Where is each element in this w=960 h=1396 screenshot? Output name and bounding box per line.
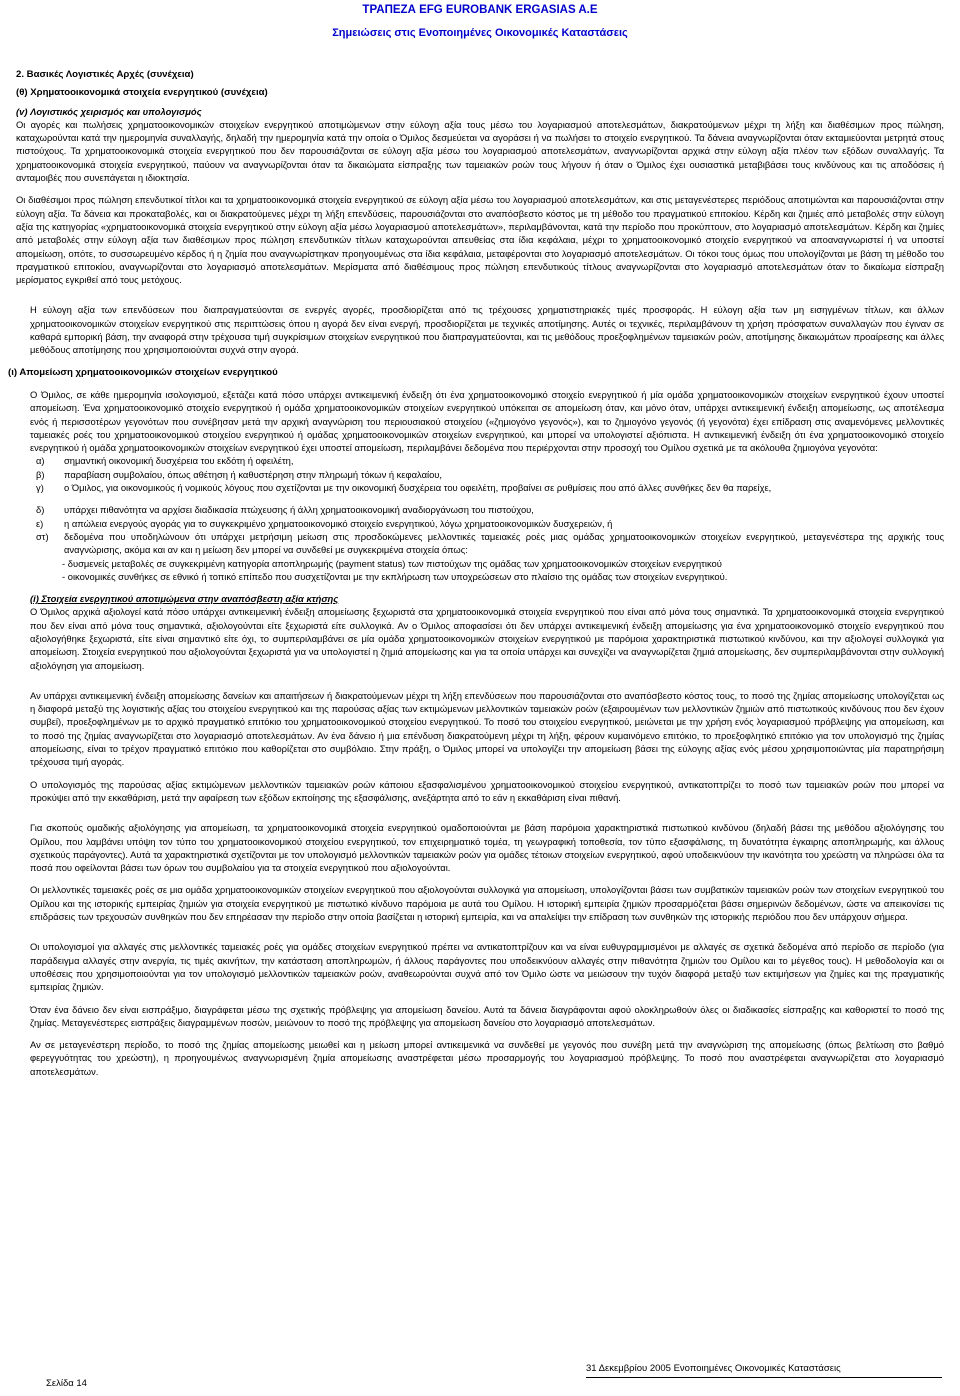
subsection-heading: (ι) Απομείωση χρηματοοικονομικών στοιχείων ενεργητικού <box>8 366 278 378</box>
paragraph: Ο υπολογισμός της παρούσας αξίας εκτιμώμενων μελλοντικών ταμειακών ροών κάποιου εξασφαλισμένου χρηματοοικονομικού στοιχείου ενεργητικού, αντικατοπτρίζει το ποσό των ταμειακών ροών που μπορεί να προκύψει από την εκκαθάριση, μετά την αφαίρεση των εξόδων εκποίησης της εξασφάλισης, ανεξάρτητα από το εάν η εκκαθάριση είναι πιθανή. <box>30 778 944 803</box>
paragraph: Αν σε μεταγενέστερη περίοδο, το ποσό της ζημίας απομείωσης μειωθεί και η μείωση μπορεί αντικειμενικά να συνδεθεί με γεγονός που συνέβη μετά την αναγνώριση της απομείωσης (όπως βελτίωση στο βαθμό φερεγγυότητας του χρεώστη), η προηγουμένως αναγνωρισμένη ζημία απομείωσης αναστρέφεται μέσω προσαρμογής του λογαριασμού πρόβλεψης. Το ποσό που αναστρέφεται αναγνωρίζεται στο λογαριασμό αποτελεσμάτων. <box>30 1039 944 1077</box>
list-item <box>0 503 960 516</box>
company-header: ΤΡΑΠΕΖΑ EFG EUROBANK ERGASIAS A.E <box>362 4 598 16</box>
paragraph: Αν υπάρχει αντικειμενική ένδειξη απομείωσης δανείων και απαιτήσεων ή διακρατούμενων μέχρι τη λήξη επενδύσεων που παρουσιάζονται στο αναπόσβεστο κόστος τους, το ποσό της ζημίας απομείωσης υπολογίζεται ως η διαφορά μεταξύ της λογιστικής αξίας του στοιχείου ενεργητικού και της παρούσας αξίας των εκτιμώμενων μελλοντικών ταμειακών ροών (εξαιρουμένων των μελλοντικών ζημιών από πιστωτικούς κινδύνους που δεν έχουν συμβεί), προεξοφλημένων με το αρχικό πραγματικό επιτόκιο του χρηματοοικονομικού στοιχείου ενεργητικού. Το ποσό του στοιχείου ενεργητικού, μειώνεται με την χρήση ενός λογαριασμού πρόβλεψης για απομείωση, και το ποσό της ζημίας αναγνωρίζεται στο λογαριασμό αποτελεσμάτων. Αν ένα δάνειο ή μια επένδυση διακρατούμενη μέχρι τη λήξη, φέρουν κυμαινόμενο επιτόκιο, το προεξοφλητικό επιτόκιο για τον υπολογισμό της ζημίας απομείωσης, είναι το τρέχον πραγματικό επιτόκιο που καθορίζεται στο συμβόλαιο. Στην πράξη, ο Όμιλος μπορεί να υπολογίζει την απομείωση βάσει της εύλογης αξίας ενός μέσου χρησιμοποιώντας μία παρατηρήσιμη τρέχουσα τιμή αγοράς. <box>30 689 944 768</box>
list-item-text: παραβίαση συμβολαίου, όπως αθέτηση ή καθυστέρηση στην πληρωμή τόκων ή κεφαλαίου, <box>64 468 443 480</box>
dash-item: - δυσμενείς μεταβολές σε συγκεκριμένη κατηγορία αποπληρωμής (payment status) των πιστούχων της ομάδας των χρηματοοικονομικών στοιχείων ενεργητικού <box>62 557 722 569</box>
list-item <box>0 517 960 530</box>
list-item-text: ο Όμιλος, για οικονομικούς ή νομικούς λόγους που σχετίζονται με την οικονομική δυσχέρεια του οφειλέτη, προβαίνει σε ρυθμίσεις που από άλλες συνθήκες δεν θα παρείχε, <box>64 482 772 494</box>
list-item-label: γ) <box>36 482 44 494</box>
list-item-label: ε) <box>36 517 44 529</box>
paragraph: Οι αγορές και πωλήσεις χρηματοοικονομικών στοιχείων ενεργητικού αποτιμώμενων στην εύλογη αξία τους μέσω του λογαριασμού αποτελεσμάτων, διακρατούμενων μέχρι τη λήξη και διαθέσιμων προς πώληση, καταχωρούνται κατά την ημερομηνία συναλλαγής, δηλαδή την ημερομηνία κατά την οποία ο Όμιλος δεσμεύεται να αγοράσει ή να πωλήσει το στοιχείο ενεργητικού. Τα δάνεια αναγνωρίζονται όταν εκταμιεύονται μετρητά στους πιστούχους. Τα χρηματοοικονομικά στοιχεία ενεργητικού που δεν παρουσιάζονται σε εύλογη αξία μέσω του λογαριασμού αποτελεσμάτων, αναγνωρίζονται αρχικά στην εύλογη αξία πλέον των εξόδων συναλλαγής. Τα χρηματοοικονομικά στοιχεία ενεργητικού, παύουν να αναγνωρίζονται όταν τα δικαιώματα είσπραξης των ταμειακών ροών τους λήγουν ή όταν ο Όμιλος έχει ουσιαστικά μεταβιβάσει τους κινδύνους και τις αποδόσεις ή ανταμοιβές που συνεπάγεται η ιδιοκτησία. <box>16 118 944 184</box>
paragraph: Ο Όμιλος, σε κάθε ημερομηνία ισολογισμού, εξετάζει κατά πόσο υπάρχει αντικειμενική ένδειξη ότι ένα χρηματοοικονομικό στοιχείο ενεργητικού ή μία ομάδα χρηματοοικονομικών στοιχείων ενεργητικού έχουν υποστεί απομείωση. Ένα χρηματοοικονομικό στοιχείο ενεργητικού ή ομάδα χρηματοοικονομικών στοιχείων ενεργητικού υπόκειται σε απομείωση όταν, και μόνο όταν, υπάρχει αντικειμενική ένδειξη απομείωσης, ως αποτέλεσμα ενός ή περισσοτέρων γεγονότων που συνέβησαν μετά την αρχική αναγνώριση του περιουσιακού στοιχείου («ζημιογόνο γεγονός»), και το ζημιογόνο γεγονός (ή γεγονότα) έχει επίδραση στις αναμενόμενες μελλοντικές ταμειακές ροές του χρηματοοικονομικού στοιχείου ενεργητικού ή ομάδας χρηματοοικονομικών στοιχείων ενεργητικού, και μπορεί να υπολογιστεί αξιόπιστα. Η αντικειμενική ένδειξη ότι ένα χρηματοοικονομικό στοιχείο ενεργητικού ή ομάδα χρηματοοικονομικών στοιχείων ενεργητικού έχει υποστεί απομείωση, περιλαμβάνει δεδομένα που περιέρχονται στην προσοχή του Ομίλου σχετικά με τα ακόλουθα ζημιογόνα γεγονότα: <box>30 388 944 454</box>
paragraph: Για σκοπούς ομαδικής αξιολόγησης για απομείωση, τα χρηματοοικονομικά στοιχεία ενεργητικού ομαδοποιούνται με βάση παρόμοια χαρακτηριστικά πιστωτικού κινδύνου (δηλαδή βάσει της μεθόδου αξιολόγησης του Ομίλου, που λαμβάνει υπόψη τον τύπο του χρηματοοικονομικού στοιχείου ενεργητικού, τον επιχειρηματικό τομέα, τη γεωγραφική τοποθεσία, τον τύπο εξασφάλισης, τη δυνατότητα έγκαιρης αποπληρωμής, και άλλους σχετικούς παράγοντες). Αυτά τα χαρακτηριστικά σχετίζονται με τον υπολογισμό μελλοντικών ταμειακών ροών για ομάδες τέτοιων στοιχείων ενεργητικού, αφού υποδεικνύουν την ικανότητα του χρεώστη να πληρώσει όλα τα ποσά που οφείλονται βάσει των όρων του συμβολαίου για τα στοιχεία ενεργητικού που αξιολογούνται. <box>30 822 944 874</box>
list-item-text: δεδομένα που υποδηλώνουν ότι υπάρχει μετρήσιμη μείωση στις προσδοκώμενες μελλοντικές ταμειακές ροές μιας ομάδας χρηματοοικονομικών στοιχείων ενεργητικού, μεταγενέστερα της αρχικής τους αναγνώρισης, ακόμα και αν και η μείωση δεν μπορεί να συνδεθεί με συγκεκριμένα στοιχεία όπως: <box>64 530 944 556</box>
list-item-label: στ) <box>36 530 49 542</box>
subsection-heading-italic: (v) Λογιστικός χειρισμός και υπολογισμός <box>16 105 202 117</box>
paragraph: Όταν ένα δάνειο δεν είναι εισπράξιμο, διαγράφεται μέσω της σχετικής πρόβλεψης για απομείωση δανείου. Αυτά τα δάνεια διαγράφονται αφού ολοκληρωθούν όλες οι διαδικασίες είσπραξης και καθοριστεί το ποσό της ζημίας. Μεταγενέστερες εισπράξεις διαγραμμένων ποσών, μειώνουν το ποσό της πρόβλεψης για απομείωση δανείου στο λογαριασμό αποτελεσμάτων. <box>30 1003 944 1028</box>
list-item <box>0 454 960 467</box>
list-item-text: υπάρχει πιθανότητα να αρχίσει διαδικασία πτώχευσης ή άλλη χρηματοοικονομική αναδιοργάνωση του πιστούχου, <box>64 504 534 516</box>
paragraph: Οι μελλοντικές ταμειακές ροές σε μια ομάδα χρηματοοικονομικών στοιχείων ενεργητικού που αξιολογούνται συλλογικά για απομείωση, υπολογίζονται βάσει των συμβατικών ταμειακών ροών των στοιχείων ενεργητικού του Ομίλου και της ιστορικής εμπειρίας ζημιών για στοιχεία ενεργητικού με πιστωτικό κίνδυνο παρόμοια με αυτά του Ομίλου. Η ιστορική εμπειρία ζημιών προσαρμόζεται βάσει σημερινών δεδομένων, ώστε να απεικονίσει τις επιδράσεις των τρεχουσών συνθηκών που δεν επηρέασαν την περίοδο στην οποία βασίζεται η ιστορική εμπειρία, και να απαλείψει την επίδραση των συνθηκών της ιστορικής περιόδου που δεν υπάρχουν σήμερα. <box>30 884 944 923</box>
footer-document-title: 31 Δεκεμβρίου 2005 Ενοποιημένες Οικονομικές Καταστάσεις <box>586 1363 841 1374</box>
list-item-label: δ) <box>36 504 45 516</box>
footer-page-number: Σελίδα 14 <box>46 1378 87 1389</box>
list-item <box>0 481 960 494</box>
paragraph: Η εύλογη αξία των επενδύσεων που διαπραγματεύονται σε ενεργές αγορές, προσδιορίζεται από τις τρέχουσες χρηματιστηριακές τιμές προσφοράς. Η εύλογη αξία των μη εισηγμένων τίτλων, και άλλων χρηματοοικονομικών στοιχείων ενεργητικού στις περιπτώσεις όπου η αγορά δεν είναι ενεργή, προσδιορίζεται με τεχνικές αποτίμησης. Αυτές οι τεχνικές, περιλαμβάνουν τη χρήση πρόσφατων συναλλαγών που έγιναν σε καθαρά εμπορική βάση, την αναφορά στην τρέχουσα τιμή συγκρίσιμων στοιχείων ενεργητικού που διαπραγματεύονται, και τις μεθόδους προεξοφλημένων ταμειακών ροών, αποτίμησης δικαιωμάτων προαίρεσης και άλλες μεθόδους αποτίμησης που χρησιμοποιούνται συχνά στην αγορά. <box>30 304 944 356</box>
paragraph: Ο Όμιλος αρχικά αξιολογεί κατά πόσο υπάρχει αντικειμενική ένδειξη απομείωσης ξεχωριστά στα χρηματοοικονομικά στοιχεία ενεργητικού που είναι από μόνα τους σημαντικά. Τα χρηματοοικονομικά στοιχεία ενεργητικού που δεν είναι από μόνα τους σημαντικά, αξιολογούνται είτε ξεχωριστά είτε συλλογικά. Αν ο Όμιλος αποφασίσει ότι δεν υπάρχει αντικειμενική ένδειξη απομείωσης για ένα χρηματοοικονομικό στοιχείο ενεργητικού που αξιολογήθηκε ξεχωριστά, είτε είναι σημαντικό είτε όχι, το συμπεριλαμβάνει σε μία ομάδα χρηματοοικονομικών στοιχείων ενεργητικού με παρόμοια χαρακτηριστικά πιστωτικού κινδύνου, και την αξιολογεί συλλογικά για απομείωση. Στοιχεία ενεργητικού που αξιολογούνται ξεχωριστά για να υπολογιστεί η ζημιά απομείωσης και για τα οποία υπάρχει και συνεχίζει να αναγνωρίζεται ζημιά απομείωσης, δεν συμπεριλαμβάνονται στην συλλογική αξιολόγηση για απομείωση. <box>30 606 944 671</box>
section-heading: 2. Βασικές Λογιστικές Αρχές (συνέχεια) <box>16 69 194 80</box>
dash-item: - οικονομικές συνθήκες σε εθνικό ή τοπικό επίπεδο που συσχετίζονται με την εκπλήρωση των υποχρεώσεων στο πλαίσιο της ομάδας των στοιχείων ενεργητικού. <box>62 570 728 582</box>
list-item <box>0 468 960 481</box>
paragraph: Οι υπολογισμοί για αλλαγές στις μελλοντικές ταμειακές ροές για ομάδες στοιχείων ενεργητικού πρέπει να αντικατοπτρίζουν και να είναι ευθυγραμμισμένοι με αλλαγές σε σχετικά δεδομένα από περίοδο σε περίοδο (για παράδειγμα αλλαγές στην ανεργία, τις τιμές ακινήτων, την κατάσταση αποπληρωμών, ή άλλους παράγοντες που υποδεικνύουν αλλαγές στην πιθανότητα ζημιών του Ομίλου και το μέγεθος τους). Η μεθοδολογία και οι υποθέσεις που χρησιμοποιούνται για τον υπολογισμό μελλοντικών ταμειακών ροών, αναθεωρούνται συχνά από τον Όμιλο ώστε να μειώσουν την τυχόν διαφορά μεταξύ των εκτιμήσεων για ζημίες και της πραγματικής εμπειρίας ζημιών. <box>30 941 944 993</box>
list-item-text: η απώλεια ενεργούς αγοράς για το συγκεκριμένο χρηματοοικονομικό στοιχείο ενεργητικού, λόγω χρηματοοικονομικών δυσχερειών, ή <box>64 517 613 529</box>
document-body <box>0 68 960 1078</box>
paragraph: Οι διαθέσιμοι προς πώληση επενδυτικοί τίτλοι και τα χρηματοοικονομικά στοιχεία ενεργητικού σε εύλογη αξία μέσω του λογαριασμού αποτελεσμάτων, και στις μεταγενέστερες περιόδους αποτιμώνται και παρουσιάζονται στην εύλογη αξία. Τα δάνεια και προκαταβολές, και οι διακρατούμενες μέχρι τη λήξη επενδύσεις, παρουσιάζονται στο αναπόσβεστο κόστος με τη μέθοδο του πραγματικού επιτοκίου. Κέρδη και ζημιές από μεταβολές στην εύλογη αξία της κατηγορίας «χρηματοοικονομικά στοιχεία ενεργητικού στην εύλογη αξία μέσω λογαριασμού αποτελεσμάτων», περιλαμβάνονται, κατά την περίοδο που προκύπτουν, στο λογαριασμό αποτελεσμάτων. Κέρδη και ζημίες από μεταβολές στην εύλογη αξία των διαθέσιμων προς πώληση επενδυτικών τίτλων καταχωρούνται απευθείας στα ίδια κεφάλαια, μέχρι το χρηματοοικονομικό στοιχείο ενεργητικού να αποαναγνωριστεί ή να υποστεί απομείωση, οπότε, το συσσωρευμένο κέρδος ή η ζημία που αναγνωρίστηκαν προηγουμένως στα ίδια κεφάλαια, μεταφέρονται στο λογαριασμό αποτελεσμάτων. Οι τόκοι τους όμως που υπολογίζονται με βάση τη μέθοδο του πραγματικού επιτοκίου, αναγνωρίζονται στο λογαριασμό αποτελεσμάτων. Μερίσματα από διαθέσιμους προς πώληση επενδυτικούς τίτλους αναγνωρίζονται στο λογαριασμό αποτελεσμάτων όταν το δικαίωμα είσπραξη μερίσματος εγκριθεί από τους μετόχους. <box>16 194 944 286</box>
subsection-heading-underlined: (i) Στοιχεία ενεργητικού αποτιμώμενα στην αναπόσβεστη αξία κτήσης <box>30 593 339 605</box>
list-item-text: σημαντική οικονομική δυσχέρεια του εκδότη ή οφειλέτη, <box>64 455 294 467</box>
list-item <box>0 530 960 557</box>
footer-divider <box>586 1377 942 1378</box>
list-item-label: α) <box>36 455 45 467</box>
list-item-label: β) <box>36 468 45 480</box>
subsection-heading: (θ) Χρηματοοικονομικά στοιχεία ενεργητικού (συνέχεια) <box>16 87 268 99</box>
document-subtitle: Σημειώσεις στις Ενοποιημένες Οικονομικές Καταστάσεις <box>332 27 628 39</box>
